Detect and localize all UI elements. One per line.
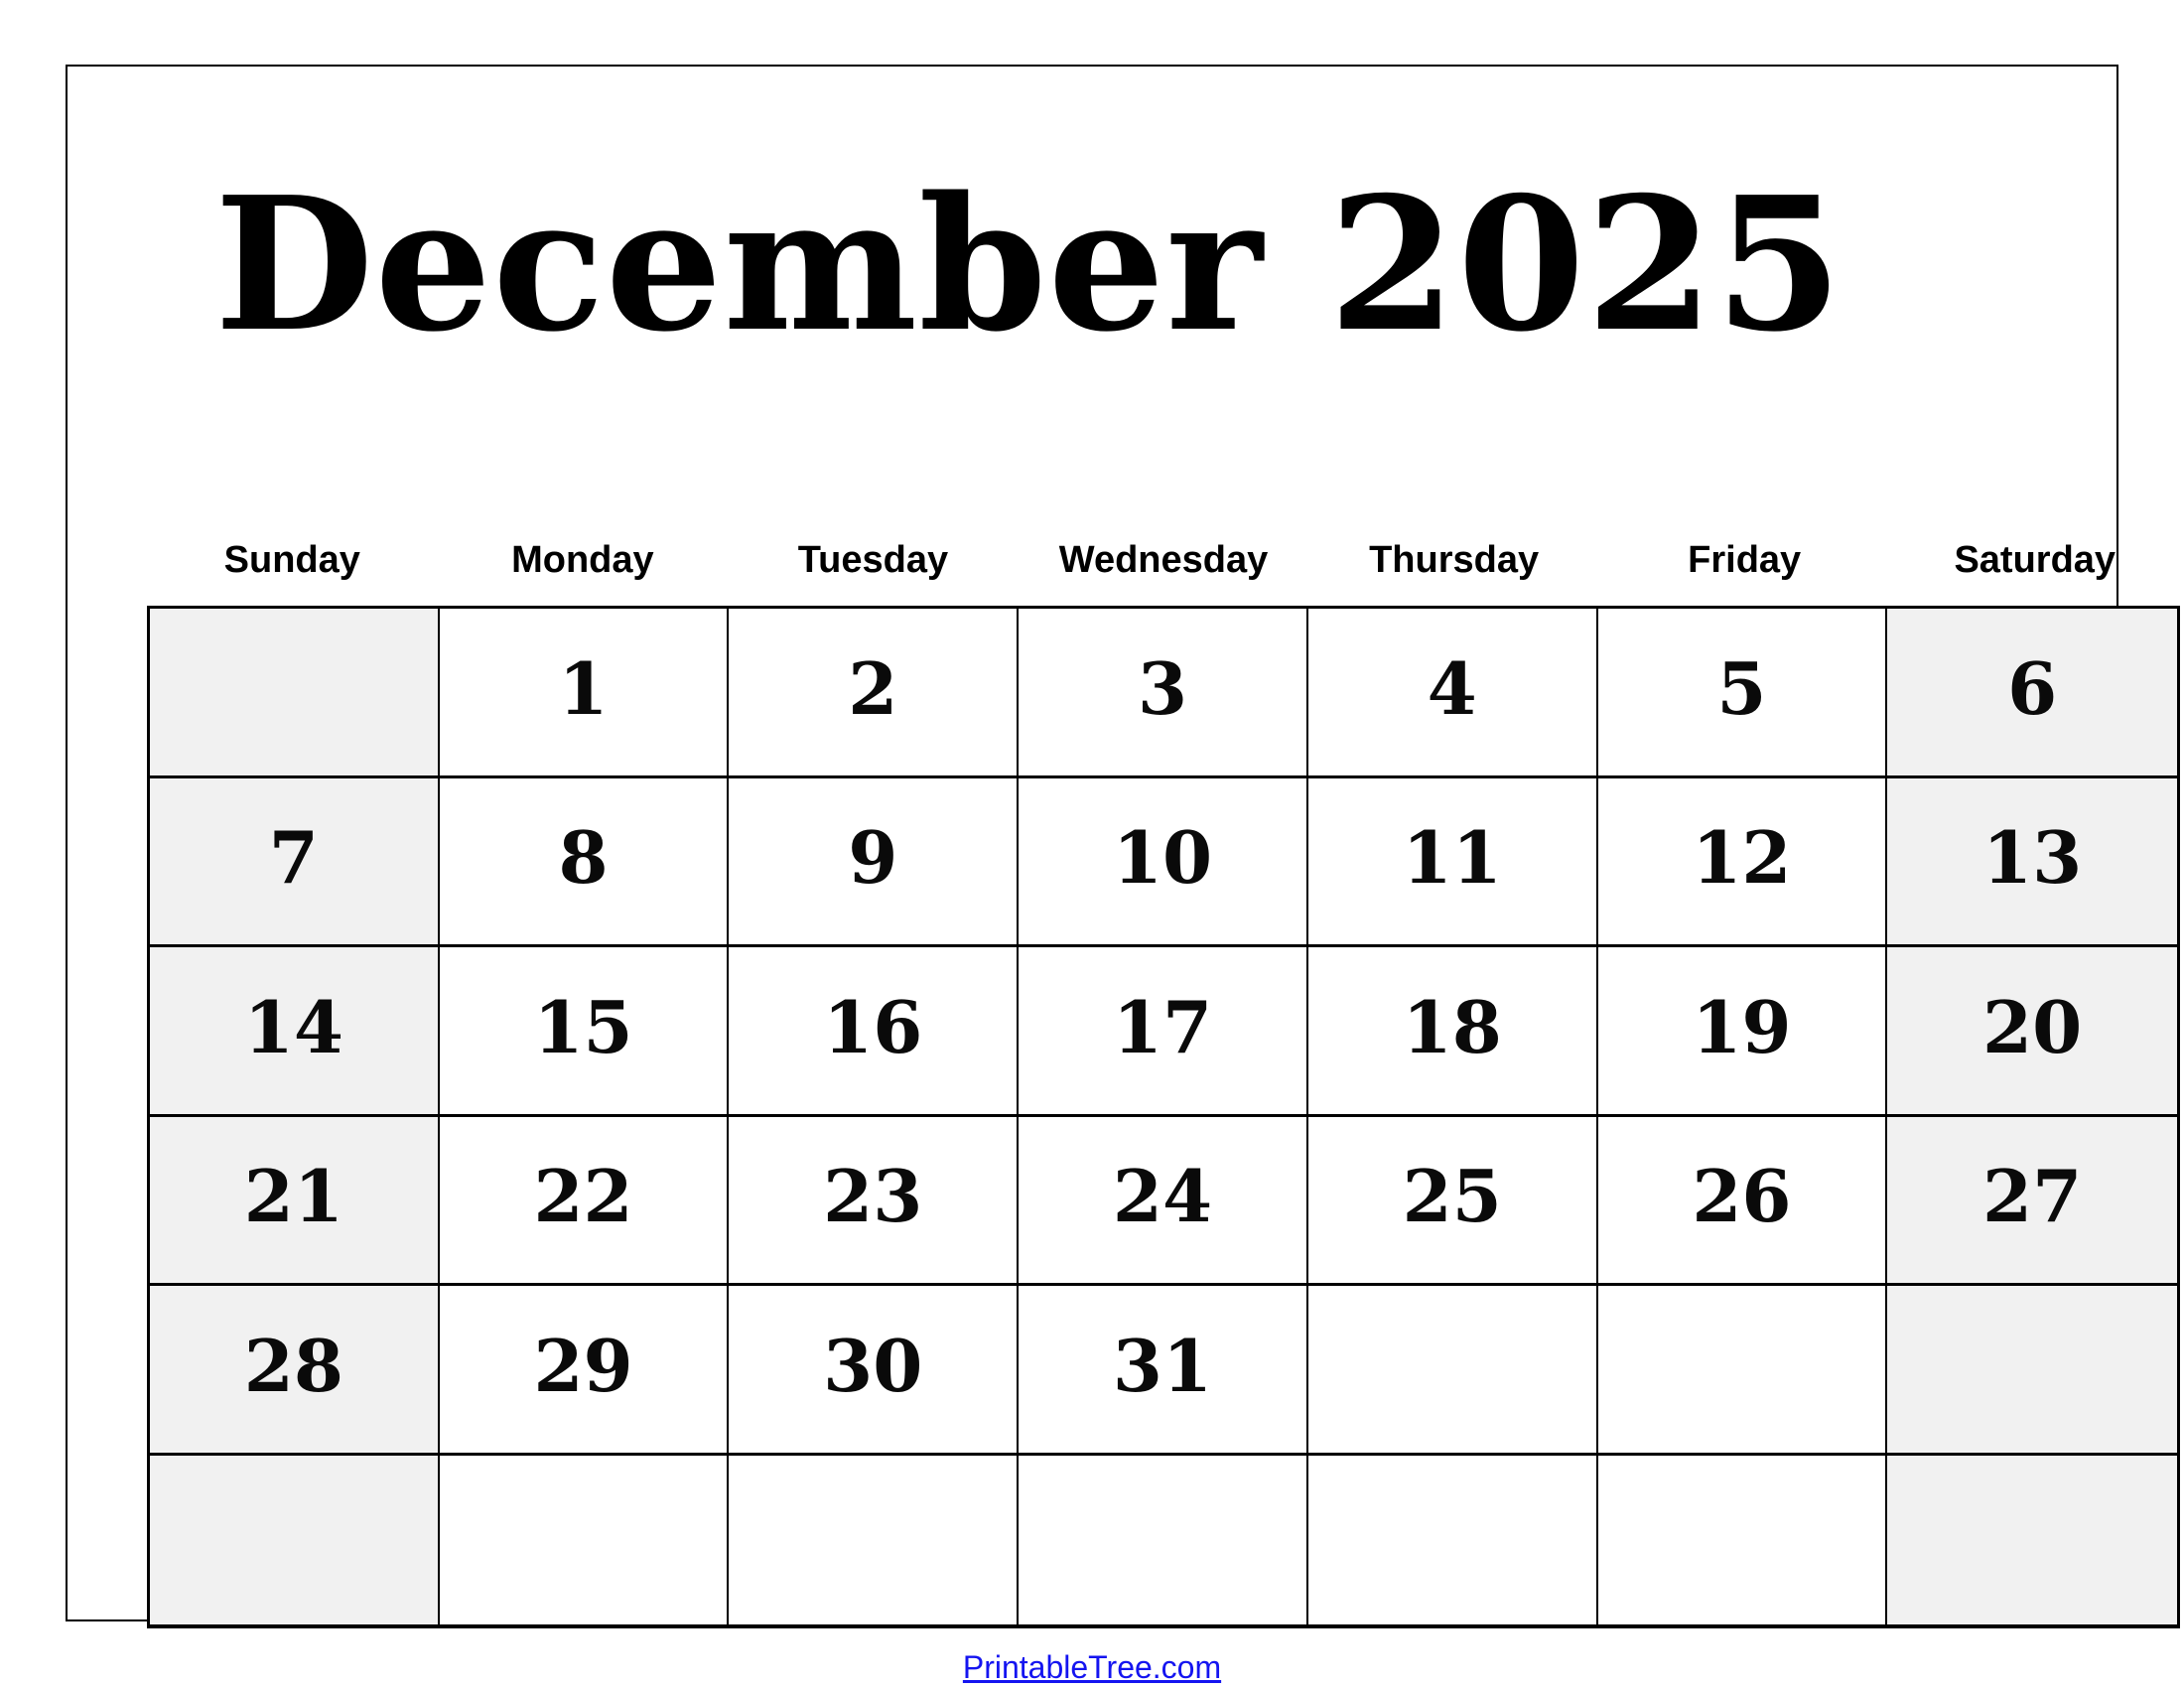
day-cell xyxy=(1887,1286,2177,1456)
day-number: 15 xyxy=(533,984,633,1069)
day-cell xyxy=(1887,609,2177,778)
day-number: 24 xyxy=(1112,1154,1213,1239)
day-number: 14 xyxy=(243,984,343,1069)
day-number: 18 xyxy=(1402,984,1502,1069)
page-border-frame xyxy=(66,65,2118,1685)
day-cell xyxy=(440,609,730,778)
day-cell xyxy=(729,609,1019,778)
day-number: 13 xyxy=(1982,815,2083,901)
day-number: 6 xyxy=(2007,645,2058,731)
day-cell xyxy=(440,947,730,1117)
day-number: 26 xyxy=(1692,1154,1792,1239)
day-number: 16 xyxy=(823,984,923,1069)
day-number: 1 xyxy=(558,645,609,731)
day-cell xyxy=(1308,1117,1598,1287)
day-cell xyxy=(150,1117,440,1287)
day-number: 3 xyxy=(1137,645,1188,731)
day-number: 29 xyxy=(533,1323,633,1408)
day-number: 31 xyxy=(1112,1323,1213,1408)
day-cell xyxy=(1308,778,1598,948)
day-cell xyxy=(1598,778,1888,948)
day-number: 10 xyxy=(1112,815,1213,901)
day-cell xyxy=(729,1117,1019,1287)
day-cell xyxy=(1887,947,2177,1117)
day-cell xyxy=(1598,1117,1888,1287)
day-cell xyxy=(729,1286,1019,1456)
day-cell xyxy=(150,778,440,948)
day-cell xyxy=(1308,1456,1598,1625)
day-number: 22 xyxy=(533,1154,633,1239)
day-cell xyxy=(150,609,440,778)
calendar-title: December 2025 xyxy=(214,156,1844,372)
day-cell xyxy=(1308,1286,1598,1456)
day-cell xyxy=(1019,609,1308,778)
day-cell xyxy=(440,1117,730,1287)
day-cell xyxy=(1598,1456,1888,1625)
day-number: 25 xyxy=(1402,1154,1502,1239)
day-cell xyxy=(729,1456,1019,1625)
day-number: 7 xyxy=(268,815,319,901)
day-cell xyxy=(1308,947,1598,1117)
day-cell xyxy=(150,1456,440,1625)
day-cell xyxy=(440,1456,730,1625)
day-cell xyxy=(1598,1286,1888,1456)
day-cell xyxy=(150,1286,440,1456)
footer-link[interactable]: PrintableTree.com xyxy=(962,1649,1222,1685)
weekday-header-row xyxy=(147,536,2180,584)
weekday-header-tuesday: Tuesday xyxy=(797,539,949,581)
day-number: 11 xyxy=(1402,815,1502,901)
day-number: 23 xyxy=(823,1154,923,1239)
day-number: 20 xyxy=(1982,984,2083,1069)
day-cell xyxy=(729,778,1019,948)
day-cell xyxy=(1887,1117,2177,1287)
weekday-header-sunday: Sunday xyxy=(223,539,360,581)
day-cell xyxy=(1887,1456,2177,1625)
day-number: 28 xyxy=(243,1323,343,1408)
day-number: 5 xyxy=(1716,645,1767,731)
day-number: 4 xyxy=(1427,645,1477,731)
day-number: 2 xyxy=(848,645,898,731)
day-number: 17 xyxy=(1112,984,1213,1069)
day-number: 12 xyxy=(1692,815,1792,901)
weekday-header-monday: Monday xyxy=(511,539,654,581)
day-cell xyxy=(1019,778,1308,948)
day-cell xyxy=(1598,609,1888,778)
day-cell xyxy=(1019,947,1308,1117)
weekday-header-thursday: Thursday xyxy=(1369,539,1540,581)
day-number: 30 xyxy=(823,1323,923,1408)
calendar-grid xyxy=(147,606,2180,1628)
day-cell xyxy=(1598,947,1888,1117)
day-cell xyxy=(440,1286,730,1456)
day-number: 19 xyxy=(1692,984,1792,1069)
day-cell xyxy=(729,947,1019,1117)
weekday-header-wednesday: Wednesday xyxy=(1058,539,1269,581)
day-cell xyxy=(1019,1456,1308,1625)
day-number: 27 xyxy=(1982,1154,2083,1239)
weekday-header-saturday: Saturday xyxy=(1954,539,2116,581)
day-cell xyxy=(1019,1286,1308,1456)
day-cell xyxy=(1887,778,2177,948)
day-number: 21 xyxy=(243,1154,343,1239)
day-cell xyxy=(150,947,440,1117)
day-cell xyxy=(1019,1117,1308,1287)
weekday-header-friday: Friday xyxy=(1688,539,1802,581)
day-number: 9 xyxy=(848,815,898,901)
day-cell xyxy=(1308,609,1598,778)
day-cell xyxy=(440,778,730,948)
day-number: 8 xyxy=(558,815,609,901)
